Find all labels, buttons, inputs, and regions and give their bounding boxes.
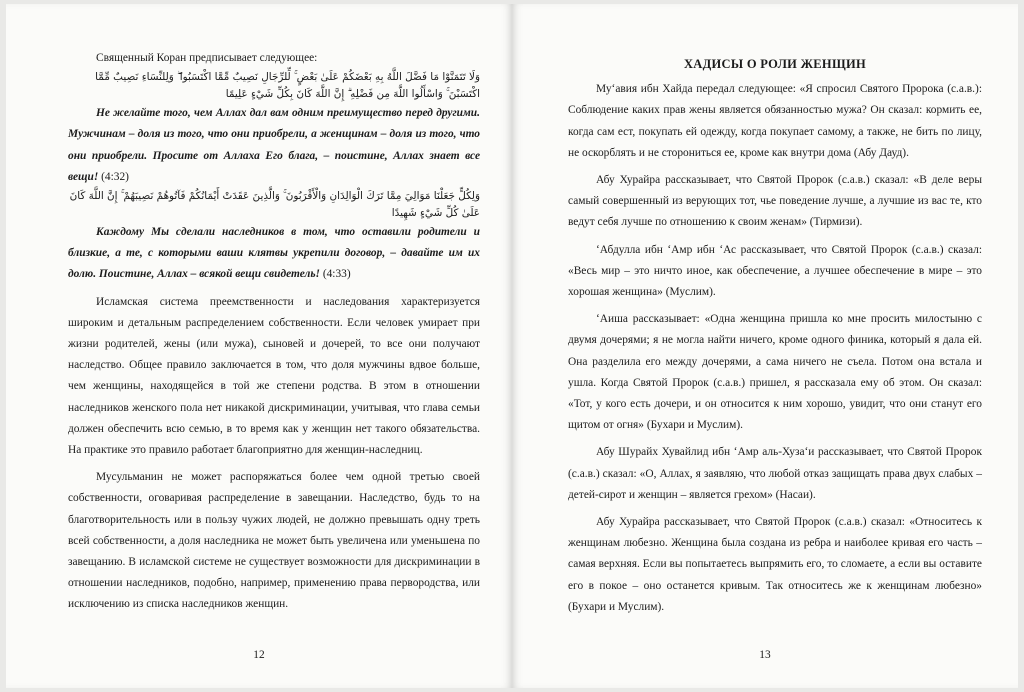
hadith-paragraph: ‘Абдулла ибн ‘Амр ибн ‘Ас рассказывает, что Святой Пророк (с.а.в.) сказал: «Весь мир – это ничто иное, как обеспечение, а лучшее обеспечение в мире – это хорошая женщина» (Муслим). [568,243,982,299]
page-number-left: 12 [253,649,265,661]
paragraph-will-distribution: Мусульманин не может распоряжаться более чем одной третью своей собственности, оговаривая распределение в завещании. Наследство, будь то на благотворительность или в пользу чужих людей, не должно превышать одну треть всей собственности, а доля наследника не может быть увеличена или уменьшена по завещанию. В исламской системе не существует возможности для дискриминации в отношении наследников, подобно, например, применению права первородства, или исключению из списка наследников женщин. [68,471,480,611]
left-page-content [68,48,480,616]
right-page-content [568,54,982,618]
verse-text: Каждому Мы сделали наследников в том, что оставили родители и близкие, а те, с которыми ваши клятвы укрепили договор, – давайте им их долю. Поистине, Аллах – всякой вещи свидетель! [68,226,480,281]
book-spread [6,4,1018,688]
arabic-verse-4-33: وَلِكُلٍّ جَعَلْنَا مَوَالِيَ مِمَّا تَرَكَ الْوَالِدَانِ وَالْأَقْرَبُونَ ۚ وَالَّذِينَ عَقَدَتْ أَيْمَانُكُمْ فَآتُوهُمْ نَصِيبَهُمْ ۚ إِنَّ اللَّهَ كَانَ عَلَىٰ كُلِّ شَيْءٍ شَهِيدًا [69,190,480,220]
paragraph-inheritance-system: Исламская система преемственности и наследования характеризуется широким и детальным распределением собственности. Если человек умирает при жизни родителей, жены (или мужа), сыновей и дочерей, то все они получают наследство. Общее правило заключается в том, что доля мужчины вдвое больше, чем женщины, находящейся в той же степени родства. В этом в отношении наследников женского пола нет никакой дискриминации, учитывая, что глава семьи должен обеспечить всю семью, в то время как у женщин нет такого обязательства. На практике это правило работает благоприятно для женщин-наследниц. [68,295,480,457]
verse-reference: (4:33) [319,268,351,281]
hadith-paragraph: Абу Хурайра рассказывает, что Святой Пророк (с.а.в.) сказал: «Относитесь к женщинам любезно. Женщина была создана из ребра и наиболее кривая его часть – самая верхняя. Если вы попытаетесь выпрямить его, то сломаете, а если вы оставите его в покое – оно останется кривым. Так относитесь же к женщинам любезно» (Бухари и Муслим). [568,516,982,613]
hadith-paragraph: Абу Хурайра рассказывает, что Святой Пророк (с.а.в.) сказал: «В деле веры самый совершенный из верующих тот, чье поведение лучше, а лучшие из вас те, кто ведут себя лучше по отношению к своим женам» (Тирмизи). [568,174,982,229]
verse-translation-4-32 [68,103,480,188]
intro-line: Священный Коран предписывает следующее: [96,52,318,64]
hadith-paragraph: ‘Аиша рассказывает: «Одна женщина пришла ко мне просить милостыню с двумя дочерями; я не могла найти ничего, кроме одного финика, который я дала ей. Она разделила его между дочерями, а сама ничего не съела. Потом она встала и ушла. Когда Святой Пророк (с.а.в.) пришел, я рассказала ему об этом. Он сказал: «Тот, у кого есть дочери, и он относится к ним хорошо, увидит, что они станут его щитом от огня» (Бухари и Муслим). [568,313,982,432]
section-title: ХАДИСЫ О РОЛИ ЖЕНЩИН [683,57,867,71]
verse-reference: (4:32) [98,170,129,183]
page-number-right: 13 [759,649,771,661]
arabic-verse-4-32: وَلَا تَتَمَنَّوْا مَا فَضَّلَ اللَّهُ بِهِ بَعْضَكُمْ عَلَىٰ بَعْضٍ ۚ لِّلرِّجَالِ نَصِيبٌ مِّمَّا اكْتَسَبُوا ۖ وَلِلنِّسَاءِ نَصِيبٌ مِّمَّا اكْتَسَبْنَ ۚ وَاسْأَلُوا اللَّهَ مِن فَضْلِهِ ۗ إِنَّ اللَّهَ كَانَ بِكُلِّ شَيْءٍ عَلِيمًا [95,71,480,101]
left-page [6,4,512,688]
right-page [512,4,1018,688]
hadith-paragraph: Абу Шурайх Хувайлид ибн ‘Амр аль-Хуза‘и рассказывает, что Святой Пророк (с.а.в.) сказал: «О, Аллах, я заявляю, что любой отказ защищать права двух слабых – детей-сирот и женщин – является грехом» (Насаи). [568,446,982,501]
verse-text: Не желайте того, чем Аллах дал вам одним преимущество перед другими. Мужчинам – доля из того, что они приобрели, а женщинам – доля из того, что они приобрели. Просите от Аллаха Его блага, – поистине, Аллах знает все вещи! [68,107,480,183]
verse-translation-4-33 [68,222,480,286]
hadith-paragraph: Му‘авия ибн Хайда передал следующее: «Я спросил Святого Пророка (с.а.в.): Соблюдение каких прав жены является обязанностью мужа? Он сказал: кормить ее, когда сам ест, покупать ей одежду, когда покупает самому, а также, не бить по лицу, не оскорблять и не сторониться ее, кроме как внутри дома (Абу Дауд). [568,83,982,159]
